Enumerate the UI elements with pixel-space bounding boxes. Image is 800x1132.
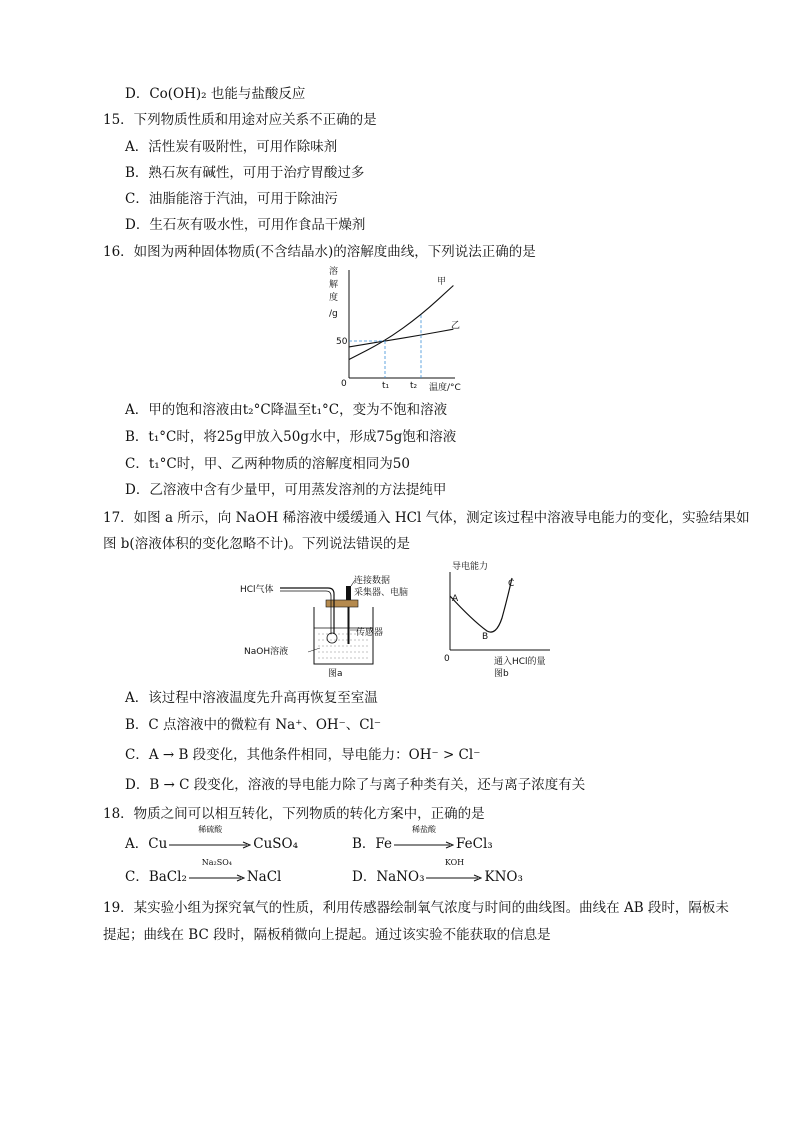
q18-b-arrow-label: 稀盐酸 (412, 824, 437, 834)
label-sensor: 传感器 (356, 628, 384, 638)
q15-option-c: C．油脂能溶于汽油，可用于除油污 (125, 191, 338, 207)
q19-stem-line1: 19．某实验小组为探究氧气的性质，利用传感器绘制氧气浓度与时间的曲线图。曲线在 AB 段时，隔板未 (103, 900, 729, 916)
caption-fig-a: 图a (328, 669, 343, 679)
q18-option-c (125, 857, 282, 888)
graph-b-origin: 0 (444, 654, 450, 664)
graph-b-xlabel: 通入HCl的量 (494, 657, 546, 667)
q18-d-reactant: D．NaNO₃ (352, 869, 425, 885)
graph-b-ylabel: 导电能力 (452, 562, 489, 572)
q18-b-arrow (394, 824, 454, 855)
solubility-ylabel-2: 解 (329, 280, 339, 290)
q18-option-b (352, 824, 493, 855)
q18-b-reactant: B．Fe (352, 836, 393, 852)
q18-d-arrow (426, 857, 482, 888)
q15-stem: 15．下列物质性质和用途对应关系不正确的是 (103, 112, 377, 128)
q18-stem: 18．物质之间可以相互转化，下列物质的转化方案中，正确的是 (103, 806, 485, 822)
q17-option-b: B．C 点溶液中的微粒有 Na⁺、OH⁻、Cl⁻ (125, 717, 382, 733)
q16-stem: 16．如图为两种固体物质(不含结晶水)的溶解度曲线，下列说法正确的是 (103, 244, 536, 260)
q17-stem-line2: 图 b(溶液体积的变化忽略不计)。下列说法错误的是 (103, 536, 410, 552)
series-label-jia: 甲 (437, 277, 447, 287)
q18-b-product: FeCl₃ (456, 836, 493, 852)
q18-a-reactant: A．Cu (125, 836, 168, 852)
q16-option-c: C．t₁°C时，甲、乙两种物质的溶解度相同为50 (125, 456, 410, 472)
q18-a-arrow (169, 824, 251, 855)
q16-option-d: D．乙溶液中含有少量甲，可用蒸发溶剂的方法提纯甲 (125, 482, 447, 498)
label-naoh: NaOH溶液 (244, 647, 289, 657)
q17-stem-line1: 17．如图 a 所示，向 NaOH 稀溶液中缓缓通入 HCl 气体，测定该过程中溶液导电能力的变化，实验结果如 (103, 510, 750, 526)
q18-option-d (352, 857, 523, 888)
label-hcl-gas: HCl气体 (240, 585, 274, 595)
q16-option-a: A．甲的饱和溶液由t₂°C降温至t₁°C，变为不饱和溶液 (125, 402, 448, 418)
q15-option-a: A．活性炭有吸附性，可用作除味剂 (125, 139, 338, 155)
q18-d-product: KNO₃ (484, 869, 523, 885)
q18-c-arrow-label: Na₂SO₄ (201, 857, 232, 867)
series-label-yi: 乙 (451, 321, 461, 331)
solubility-y-tick-50: 50 (336, 337, 348, 347)
q19-stem-line2: 提起；曲线在 BC 段时，隔板稍微向上提起。通过该实验不能获取的信息是 (103, 927, 551, 943)
conductivity-graph (432, 558, 572, 680)
q17-option-a: A．该过程中溶液温度先升高再恢复至室温 (125, 690, 378, 706)
graph-b-point-c: C (508, 579, 515, 589)
label-connect-1: 连接数据 (354, 576, 391, 586)
caption-fig-b: 图b (494, 669, 509, 679)
graph-b-point-b: B (482, 632, 489, 642)
q17-option-c: C．A → B 段变化，其他条件相同，导电能力：OH⁻ > Cl⁻ (125, 747, 481, 763)
q17-option-d: D．B → C 段变化，溶液的导电能力除了与离子种类有关，还与离子浓度有关 (125, 777, 586, 793)
graph-b-point-a: A (452, 594, 459, 604)
solubility-curve-jia (349, 286, 453, 360)
q18-c-product: NaCl (246, 869, 282, 885)
q15-option-b: B．熟石灰有碱性，可用于治疗胃酸过多 (125, 165, 365, 181)
solubility-x-tick-t1: t₁ (382, 381, 390, 391)
q18-d-arrow-label: KOH (444, 857, 465, 867)
solubility-xlabel: 温度/°C (429, 383, 461, 393)
solubility-origin: 0 (341, 379, 347, 389)
q18-option-a (125, 824, 299, 855)
q14-option-d: D．Co(OH)₂ 也能与盐酸反应 (125, 86, 306, 102)
q18-c-reactant: C．BaCl₂ (125, 869, 187, 885)
q18-a-product: CuSO₄ (253, 836, 299, 852)
solubility-x-tick-t2: t₂ (410, 381, 418, 391)
label-connect-2: 采集器、电脑 (354, 588, 409, 598)
solubility-curve-yi (349, 329, 453, 347)
solubility-chart (315, 262, 485, 402)
solubility-ylabel-3: 度 (329, 293, 339, 303)
q15-option-d: D．生石灰有吸水性，可用作食品干燥剂 (125, 217, 366, 233)
q16-option-b: B．t₁°C时，将25g甲放入50g水中，形成75g饱和溶液 (125, 429, 457, 445)
solubility-ylabel-1: 溶 (329, 267, 339, 277)
conductivity-curve (450, 578, 515, 632)
apparatus-figure (240, 572, 420, 682)
q18-a-arrow-label: 稀硫酸 (198, 824, 223, 834)
solubility-ylabel-4: /g (329, 309, 338, 319)
q18-c-arrow (189, 857, 245, 888)
